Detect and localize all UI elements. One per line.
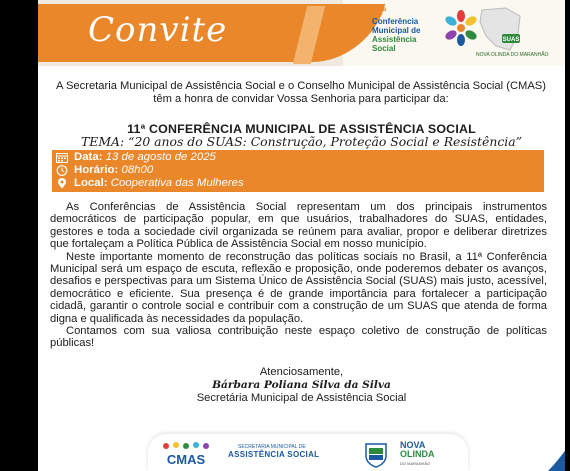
- left-black-border: [0, 0, 38, 471]
- place-row: [52, 177, 544, 190]
- footer-wave-decoration: [538, 410, 565, 471]
- conference-title: 11ª CONFERÊNCIA MUNICIPAL DE ASSISTÊNCIA SOCIAL: [127, 122, 476, 136]
- body-paragraph-3: Contamos com sua valiosa contribuição neste espaço coletivo de construção de políticas públicas!: [50, 325, 547, 350]
- right-black-border: [565, 0, 570, 471]
- body-paragraph-2: Neste importante momento de reconstrução das políticas sociais no Brasil, a 11ª Conferência Municipal será um espaço de escuta, reflexão e proposição, onde poderemos debater os avanços, desafios e perspectivas para um Sistema Único de Assistência Social (SUAS) mais justo, acessível, democrático e eficiente. Sua presença é de grande importância para fortalecer a participação cidadã, garantir o controle social e contribuir com a construção de um SUAS que atenda de forma digna e qualificada às necessidades da população.: [50, 250, 547, 325]
- event-info-box: [52, 150, 544, 192]
- date-value: 13 de agosto de 2025: [105, 151, 216, 163]
- body-paragraph-1: As Conferências de Assistência Social representam um dos principais instrumentos democráticos de participação popular, em que usuários, trabalhadores do SUAS, entidades, gestores e toda a sociedade civil organizada se reúnem para avaliar, propor e deliberar diretrizes que fortaleçam a Política Pública de Assistência Social em nosso município.: [50, 201, 547, 251]
- date-label: Data:: [74, 151, 103, 163]
- badge-line1: Conferência: [372, 17, 419, 26]
- date-row: [52, 151, 544, 164]
- suas-label: SUAS: [502, 37, 520, 43]
- cmas-logo-icon: [156, 440, 228, 470]
- conference-badge: [372, 8, 436, 53]
- secretaria-main-text: ASSISTÊNCIA SOCIAL: [228, 450, 320, 459]
- signature-name: Bárbara Poliana Silva da Silva: [212, 379, 391, 391]
- badge-number: 11ª: [372, 7, 387, 18]
- place-value: Cooperativa das Mulheres: [110, 177, 244, 189]
- map-caption: NOVA OLINDA DO MARANHÃO: [476, 52, 549, 58]
- badge-line4: Social: [372, 44, 396, 53]
- regards-text: Atenciosamente,: [259, 366, 344, 378]
- badge-line2: Municipal de: [372, 26, 421, 35]
- secretaria-top-text: SECRETARIA MUNICIPAL DE: [238, 444, 306, 450]
- place-label: Local:: [74, 177, 108, 189]
- invitation-page: [38, 0, 565, 471]
- cmas-label: CMAS: [166, 452, 206, 467]
- municipal-crest-icon: [364, 442, 388, 468]
- calendar-icon: [56, 152, 68, 163]
- location-pin-icon: [56, 178, 68, 189]
- intro-text: A Secretaria Municipal de Assistência Social e o Conselho Municipal de Assistência Social (CMAS) têm a honra de convidar Vossa Senhoria para participar da:: [56, 80, 546, 105]
- signer-role: Secretária Municipal de Assistência Social: [196, 392, 407, 404]
- signature-block: [38, 366, 565, 405]
- body-text: [50, 201, 547, 350]
- nova-olinda-subtitle: DO MARANHÃO: [400, 461, 431, 466]
- convite-title: Convite: [88, 10, 228, 50]
- clock-icon: [56, 165, 68, 176]
- badge-line3: Assistência: [372, 35, 417, 44]
- footer: [38, 410, 565, 471]
- time-row: [52, 164, 544, 177]
- state-map-icon: [476, 6, 524, 52]
- time-value: 08h00: [121, 164, 154, 176]
- conference-theme: TEMA: “20 anos do SUAS: Construção, Proteção Social e Resistência”: [81, 134, 522, 149]
- time-label: Horário:: [74, 164, 119, 176]
- nova-text: NOVA: [400, 440, 426, 450]
- header-banner: [38, 0, 565, 66]
- nova-olinda-logo: [400, 441, 435, 459]
- olinda-text: OLINDA: [400, 449, 435, 459]
